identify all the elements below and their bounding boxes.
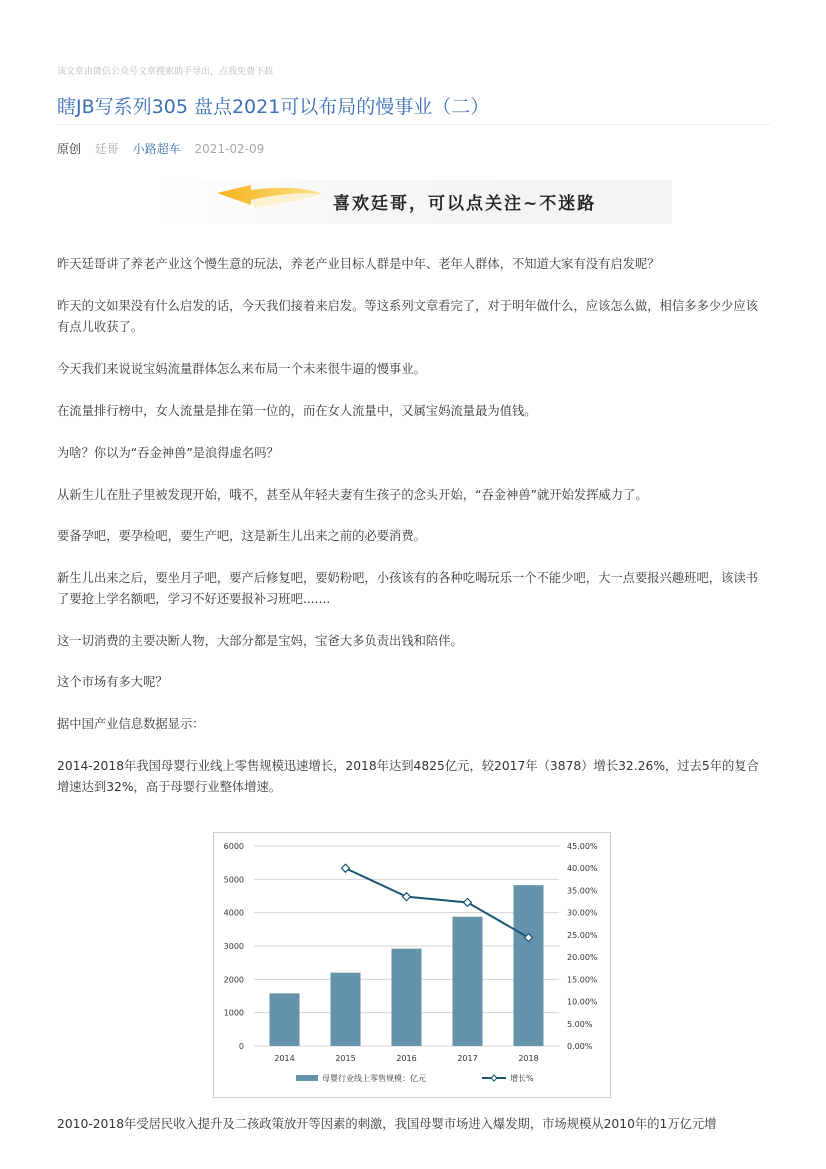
y-right-tick-label: 5.00%: [567, 1019, 593, 1029]
chart-svg: [214, 833, 610, 1097]
y-right-tick-label: 0.00%: [567, 1042, 593, 1051]
y-right-tick-label: 15.00%: [567, 975, 598, 985]
x-tick-label: 2018: [518, 1054, 539, 1063]
paragraph: 为啥？你以为“吞金神兽”是浪得虚名吗？: [57, 446, 279, 460]
arrow-icon: [155, 180, 325, 224]
y-right-tick-label: 30.00%: [567, 908, 598, 918]
article-meta: [57, 140, 274, 157]
paragraph: 2014-2018年我国母婴行业线上零售规模迅速增长，2018年达到4825亿元，较2017年（3878）增长32.26%，过去5年的复合增速达到32%，高于母婴行业整体增速。: [57, 759, 759, 794]
x-tick-label: 2016: [396, 1054, 417, 1063]
bar: [453, 917, 483, 1046]
y-left-tick-label: 4000: [223, 908, 244, 918]
paragraph: 要备孕吧，要孕检吧，要生产吧，这是新生儿出来之前的必要消费。: [57, 529, 426, 543]
y-right-tick-label: 45.00%: [567, 842, 598, 851]
paragraph: 昨天廷哥讲了养老产业这个慢生意的玩法，养老产业目标人群是中年、老年人群体，不知道大家有没有启发呢？: [57, 257, 660, 271]
x-tick-label: 2015: [335, 1054, 356, 1063]
paragraph: 2010-2018年受居民收入提升及二孩政策放开等因素的刺激，我国母婴市场进入爆发期，市场规模从2010年的1万亿元增: [57, 1117, 717, 1131]
y-left-tick-label: 5000: [223, 875, 244, 885]
paragraph: 新生儿出来之后，要坐月子吧，要产后修复吧，要奶粉吧，小孩该有的各种吃喝玩乐一个不能少吧，大一点要报兴趣班吧，该读书了要抢上学名额吧，学习不好还要报补习班吧.......: [57, 571, 758, 606]
y-left-tick-label: 2000: [223, 975, 244, 985]
legend-line-label: 增长%: [510, 1074, 534, 1083]
original-label: 原创: [57, 142, 82, 156]
y-left-tick-label: 1000: [223, 1008, 244, 1018]
growth-point: [403, 893, 411, 901]
author-name: 廷哥: [94, 142, 119, 156]
paragraph: 据中国产业信息数据显示：: [57, 717, 205, 731]
article-title: 瞎JB写系列305 盘点2021可以布局的慢事业（二）: [57, 96, 490, 118]
bar: [392, 949, 422, 1046]
paragraph: 这一切消费的主要决断人物，大部分都是宝妈，宝爸大多负责出钱和陪伴。: [57, 634, 463, 648]
y-right-tick-label: 20.00%: [567, 953, 598, 963]
y-right-tick-label: 25.00%: [567, 930, 598, 940]
banner-text: 喜欢廷哥，可以点关注~不迷路: [333, 194, 597, 214]
follow-banner: [155, 180, 672, 224]
x-tick-label: 2017: [457, 1054, 478, 1063]
bar: [270, 993, 300, 1046]
title-divider: [57, 124, 770, 125]
paragraph: 在流量排行榜中，女人流量是排在第一位的，而在女人流量中，又属宝妈流量最为值钱。: [57, 404, 537, 418]
growth-point: [342, 864, 350, 872]
y-right-tick-label: 35.00%: [567, 886, 598, 896]
publish-date: 2021-02-09: [194, 142, 265, 156]
paragraph: 今天我们来说说宝妈流量群体怎么来布局一个未来很牛逼的慢事业。: [57, 362, 426, 376]
y-right-tick-label: 10.00%: [567, 997, 598, 1007]
legend-bar-label: 母婴行业线上零售规模：亿元: [322, 1074, 426, 1083]
account-link[interactable]: 小路超车: [132, 142, 181, 156]
bar: [514, 885, 544, 1046]
y-left-tick-label: 0: [238, 1042, 244, 1051]
market-chart: [213, 832, 611, 1098]
x-tick-label: 2014: [274, 1054, 295, 1063]
paragraph: 这个市场有多大呢？: [57, 675, 168, 689]
y-left-tick-label: 3000: [223, 942, 244, 951]
bar: [331, 973, 361, 1046]
legend-bar-swatch: [296, 1075, 318, 1081]
y-left-tick-label: 6000: [223, 842, 244, 851]
paragraph: 从新生儿在肚子里被发现开始，哦不，甚至从年轻夫妻有生孩子的念头开始，“吞金神兽”就开始发挥威力了。: [57, 488, 648, 502]
export-notice-link[interactable]: 该文章由微信公众号文章搜索助手导出，点我免费下载: [57, 67, 274, 77]
legend-line-marker: [491, 1075, 497, 1081]
paragraph: 昨天的文如果没有什么启发的话，今天我们接着来启发。等这系列文章看完了，对于明年做什么，应该怎么做，相信多多少少应该有点儿收获了。: [57, 299, 758, 334]
y-right-tick-label: 40.00%: [567, 864, 598, 874]
growth-point: [464, 898, 472, 906]
growth-line: [346, 868, 529, 937]
